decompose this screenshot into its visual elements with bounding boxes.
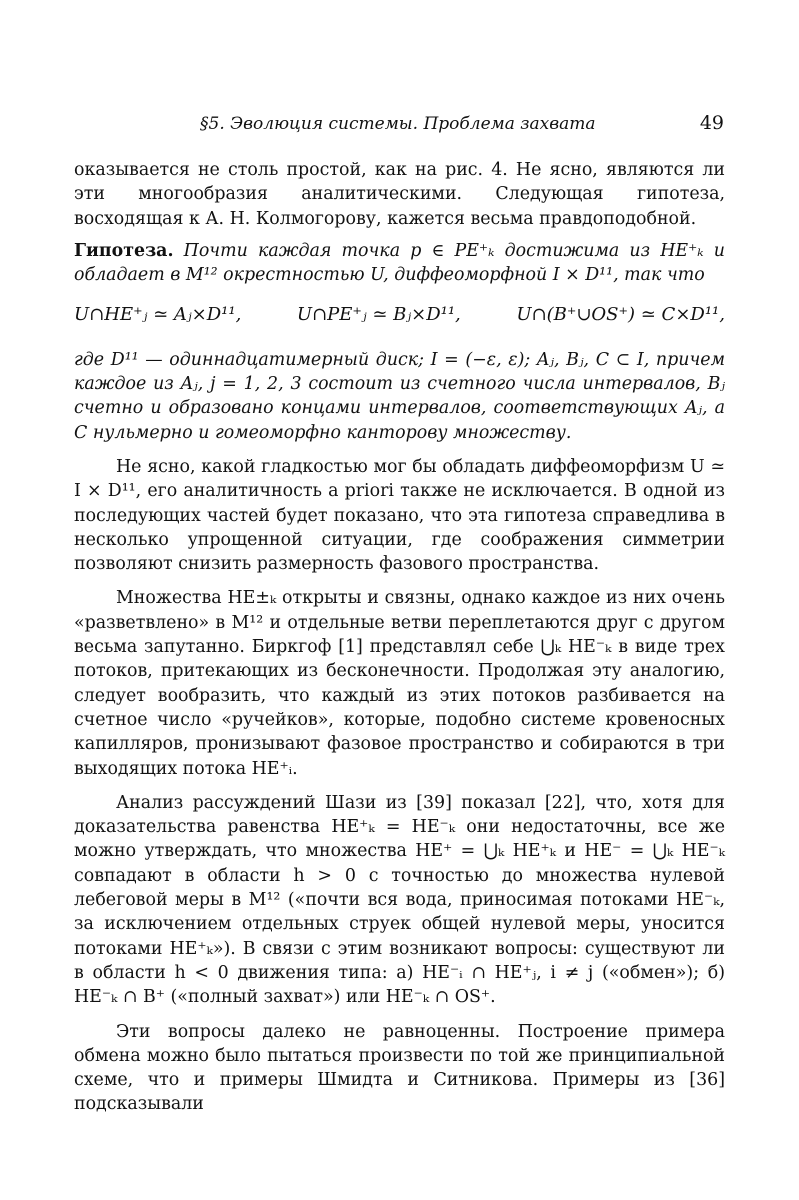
hypothesis-text: Почти каждая точка p ∈ PE⁺ₖ достижима из HE⁺ₖ и обладает в M¹² окрестностью U, диффеоморфной I × D¹¹, так что <box>74 240 725 286</box>
running-head: §5. Эволюция системы. Проблема захвата <box>200 114 596 134</box>
paragraph-continuation: оказывается не столь простой, как на рис. 4. Не ясно, являются ли эти многообразия аналитическими. Следующая гипотеза, восходящая к А. Н. Колмогорову, кажется весьма правдоподобной. <box>74 160 725 229</box>
page-number: 49 <box>699 112 724 134</box>
hypothesis-title: Гипотеза. <box>74 240 174 261</box>
paragraph-smoothness: Не ясно, какой гладкостью мог бы обладать диффеоморфизм U ≃ I × D¹¹, его аналитичность a priori также не исключается. В одной из последующих частей будет показано, что эта гипотеза справедлива в несколько упрощенной ситуации, где соображения симметрии позволяют снизить размерность фазового пространства. <box>74 456 725 575</box>
paragraph-sets: Множества HE±ₖ открыты и связны, однако каждое из них очень «разветвлено» в M¹² и отдельные ветви переплетаются друг с другом весьма запутанно. Биркгоф [1] представлял себе ⋃ₖ HE⁻ₖ в виде трех потоков, притекающих из бесконечности. Продолжая эту аналогию, следует вообразить, что каждый из этих потоков разбивается на счетное число «ручейков», которые, подобно системе кровеносных капилляров, пронизывают фазовое пространство и собираются в три выходящих потока HE⁺ᵢ. <box>74 588 725 779</box>
paragraph-chazy: Анализ рассуждений Шази из [39] показал [22], что, хотя для доказательства равенства HE⁺ₖ = HE⁻ₖ они недостаточны, все же можно утверждать, что множества HE⁺ = ⋃ₖ HE⁺ₖ и HE⁻ = ⋃ₖ HE⁻ₖ совпадают в области h > 0 с точностью до множества нулевой лебеговой меры в M¹² («почти вся вода, приносимая потоками HE⁻ₖ, за исключением отдельных струек общей нулевой меры, уносится потоками HE⁺ₖ»). В связи с этим возникают вопросы: существуют ли в области h < 0 движения типа: а) HE⁻ᵢ ∩ HE⁺ⱼ, i ≠ j («обмен»); б) HE⁻ₖ ∩ B⁺ («полный захват») или HE⁻ₖ ∩ OS⁺. <box>74 792 725 1008</box>
hypothesis-continuation: где D¹¹ — одиннадцатимерный диск; I = (−ε, ε); Aⱼ, Bⱼ, C ⊂ I, причем каждое из Aⱼ, j = 1, 2, 3 состоит из счетного числа интервалов, Bⱼ счетно и образовано концами интервалов, соответствующих Aⱼ, а C нульмерно и гомеоморфно канторову множеству. <box>74 349 725 443</box>
paragraph-questions: Эти вопросы далеко не равноценны. Построение примера обмена можно было пытаться произвести по той же принципиальной схеме, что и примеры Шмидта и Ситникова. Примеры из [36] подсказывали <box>74 1021 725 1115</box>
formula-2: U∩PE⁺ⱼ ≃ Bⱼ×D¹¹, <box>296 304 461 326</box>
hypothesis-formulas <box>74 303 725 327</box>
formula-3: U∩(B⁺∪OS⁺) ≃ C×D¹¹, <box>516 304 725 326</box>
page-body <box>74 158 725 1117</box>
formula-1: U∩HE⁺ⱼ ≃ Aⱼ×D¹¹, <box>74 304 242 326</box>
hypothesis-statement <box>74 239 725 288</box>
